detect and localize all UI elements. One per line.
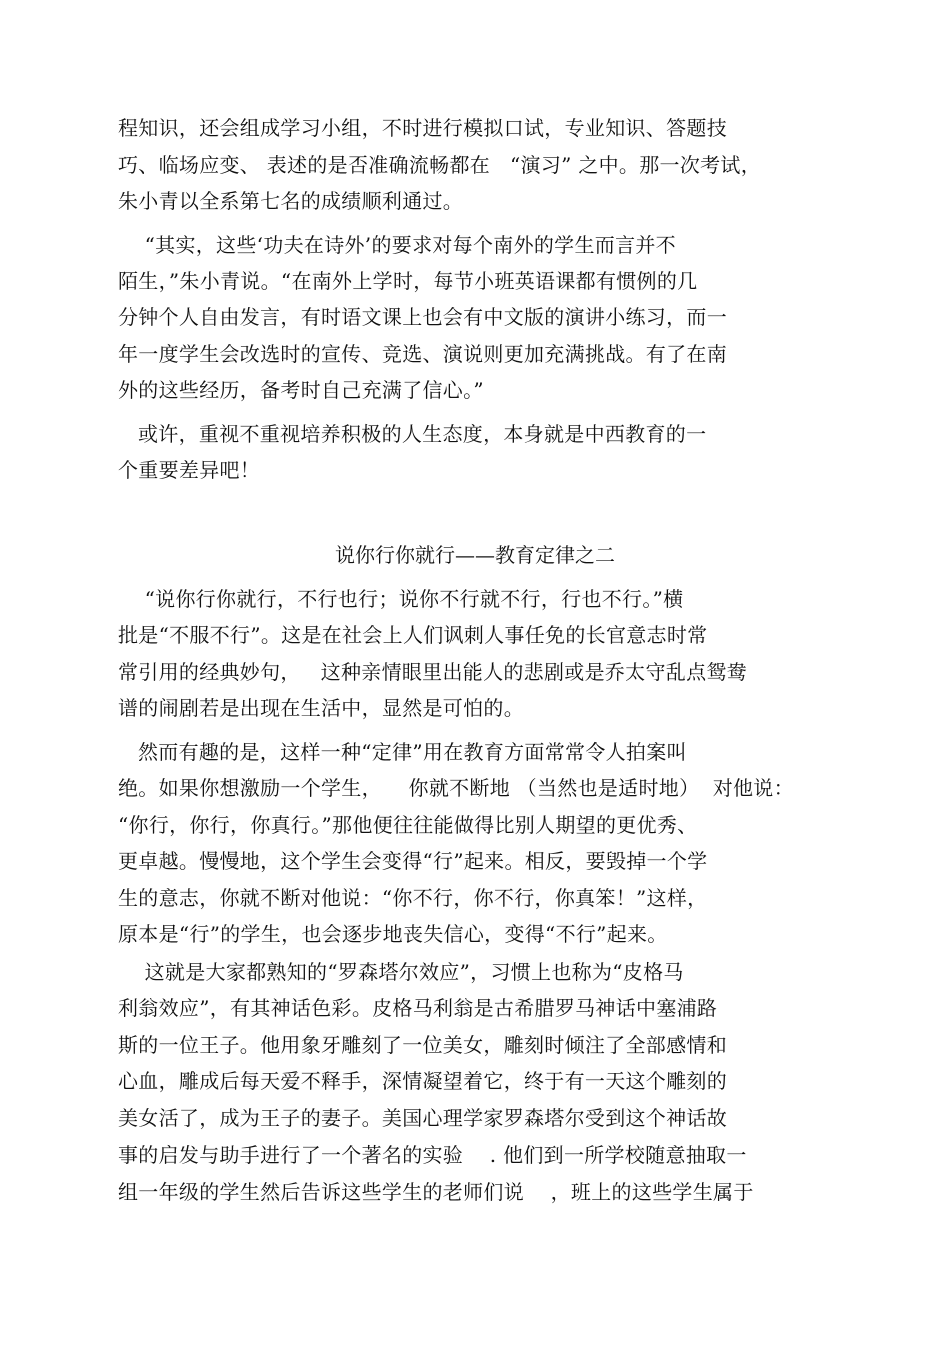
paragraph-line: “说你行你就行，不行也行；说你不行就不行，行也不行。”横	[118, 587, 684, 611]
paragraph-line: 事的启发与助手进行了一个著名的实验 . 他们到一所学校随意抽取一	[118, 1143, 747, 1167]
paragraph-line: 这就是大家都熟知的“罗森塔尔效应”，习惯上也称为“皮格马	[118, 960, 684, 984]
paragraph-line: 个重要差异吧！	[118, 458, 261, 482]
paragraph-line: 或许，重视不重视培养积极的人生态度，本身就是中西教育的一	[118, 422, 707, 446]
paragraph-line: 生的意志，你就不断对他说：“你不行，你不行，你真笨！”这样，	[118, 886, 708, 910]
paragraph-line: 美女活了，成为王子的妻子。美国心理学家罗森塔尔受到这个神话故	[118, 1106, 727, 1130]
paragraph-line: 然而有趣的是，这样一种“定律”用在教育方面常常令人拍案叫	[118, 740, 687, 764]
paragraph-line: 绝。如果你想激励一个学生， 你就不断地 （当然也是适时地） 对他说：	[118, 776, 794, 800]
paragraph-line: 心血，雕成后每天爱不释手，深情凝望着它，终于有一天这个雕刻的	[118, 1069, 727, 1093]
paragraph-line: 巧、临场应变、 表述的是否准确流畅都在 “演习” 之中。那一次考试，	[118, 153, 762, 177]
paragraph-line: 组一年级的学生然后告诉这些学生的老师们说 ，班上的这些学生属于	[118, 1180, 754, 1204]
paragraph-line: “其实，这些‘功夫在诗外’的要求对每个南外的学生而言并不	[118, 233, 676, 257]
paragraph-line: 年一度学生会改选时的宣传、竞选、演说则更加充满挑战。有了在南	[118, 342, 727, 366]
paragraph-line: 原本是“行”的学生，也会逐步地丧失信心，变得“不行”起来。	[118, 922, 668, 946]
paragraph-line: 斯的一位王子。他用象牙雕刻了一位美女，雕刻时倾注了全部感情和	[118, 1033, 727, 1057]
paragraph-line: 更卓越。慢慢地，这个学生会变得“行”起来。相反，要毁掉一个学	[118, 849, 708, 873]
paragraph-line: 外的这些经历，备考时自己充满了信心。”	[118, 378, 484, 402]
paragraph-line: 批是“不服不行”。这是在社会上人们讽刺人事任免的长官意志时常	[118, 623, 708, 647]
paragraph-line: 利翁效应”，有其神话色彩。皮格马利翁是古希腊罗马神话中塞浦路	[118, 996, 718, 1020]
paragraph-line: 常引用的经典妙句， 这种亲情眼里出能人的悲剧或是乔太守乱点鸳鸯	[118, 660, 747, 684]
paragraph-line: 陌生，”朱小青说。“在南外上学时，每节小班英语课都有惯例的几	[118, 269, 698, 293]
paragraph-line: 谱的闹剧若是出现在生活中，显然是可怕的。	[118, 696, 524, 720]
paragraph-line: “你行，你行，你真行。”那他便往往能做得比别人期望的更优秀、	[118, 813, 698, 837]
paragraph-line: 朱小青以全系第七名的成绩顺利通过。	[118, 189, 464, 213]
paragraph-line: 分钟个人自由发言，有时语文课上也会有中文版的演讲小练习，而一	[118, 305, 727, 329]
paragraph-line: 程知识，还会组成学习小组，不时进行模拟口试，专业知识、答题技	[118, 116, 727, 140]
section-title: 说你行你就行——教育定律之二	[335, 543, 615, 567]
